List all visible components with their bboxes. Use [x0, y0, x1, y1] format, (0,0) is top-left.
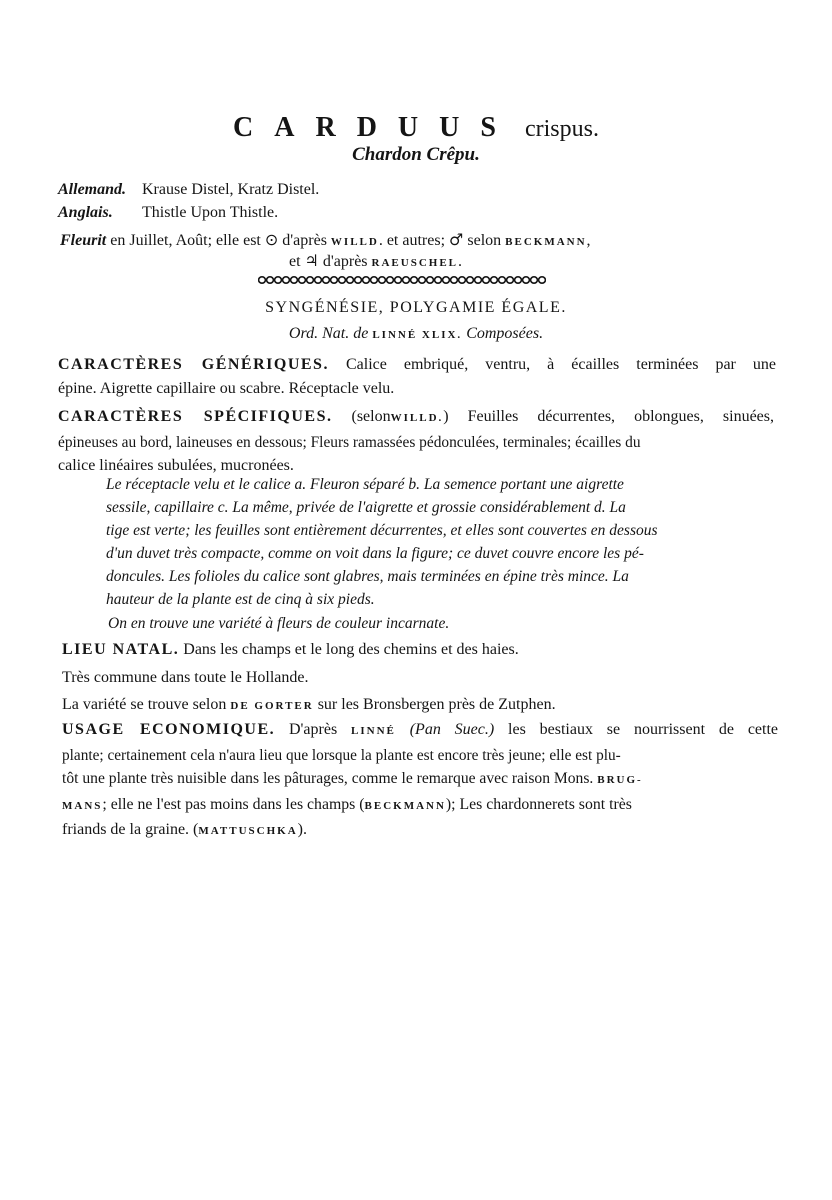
ornament-loop [539, 277, 546, 283]
paragraph-text: (selon [351, 408, 391, 425]
ornament-loop [483, 277, 490, 283]
perennial-symbol: ♃ [304, 251, 319, 270]
ornament-loop [267, 277, 274, 283]
classification-system [0, 298, 832, 318]
paragraph-text: calice linéaires subulées, mucronées. [58, 457, 294, 474]
plant-description [106, 473, 658, 611]
paragraph-text: La variété se trouve selon [62, 696, 227, 713]
classification-text: SYNGÉNÉSIE, POLYGAMIE ÉGALE. [265, 299, 567, 316]
flowering-line [60, 230, 591, 252]
flowering-text: et [289, 253, 301, 270]
ornament-loop [411, 277, 418, 283]
language-label: Anglais. [58, 204, 113, 221]
common-name-text: Thistle Upon Thistle. [142, 204, 279, 221]
ornament-loop [387, 277, 394, 283]
german-name-line [58, 180, 319, 200]
paragraph-text: tôt une plante très nuisible dans les pâturages, comme le remarque avec raison Mons. [62, 770, 594, 787]
description-line: hauteur de la plante est de cinq à six pieds. [106, 591, 375, 608]
ornament-loop [523, 277, 530, 283]
section-label: LIEU NATAL. [62, 641, 180, 658]
description-line: Le réceptacle velu et le calice a. Fleuron séparé b. La semence portant une aigrette [106, 476, 624, 493]
paragraph-text: ; elle ne l'est pas moins dans les champs ( [102, 795, 365, 813]
ornament-loop [339, 277, 346, 283]
author-name: WILLD. [390, 412, 444, 424]
paragraph-text: épine. Aigrette capillaire ou scabre. Réceptacle velu. [58, 379, 395, 397]
author-name: MATTUSCHKA [198, 825, 298, 837]
variety-note: On en trouve une variété à fleurs de couleur incarnate. [108, 615, 450, 632]
genus-name: CARDUUS [233, 112, 517, 143]
description-line: sessile, capillaire c. La même, privée de l'aigrette et grossie considérablement d. La [106, 499, 626, 516]
section-label: USAGE ECONOMIQUE. [62, 721, 276, 738]
ornament-loop [467, 277, 474, 283]
ornament-loop [395, 277, 402, 283]
description-line: d'un duvet très compacte, comme on voit dans la figure; ce duvet couvre encore les pé- [106, 545, 644, 562]
ornament-loop [515, 277, 522, 283]
ornament-loop [355, 277, 362, 283]
description-line: tige est verte; les feuilles sont entièrement décurrentes, et elles sont couvertes en dessous [106, 522, 658, 539]
section-label: CARACTÈRES GÉNÉRIQUES. [58, 356, 329, 373]
specific-characters [58, 405, 798, 478]
flowering-label: Fleurit [60, 232, 107, 249]
english-name-line [58, 203, 278, 223]
paragraph-text: Calice embriqué, ventru, à écailles terminées par une [345, 356, 777, 373]
common-name-text: Krause Distel, Kratz Distel. [142, 181, 320, 198]
ornament-loop [291, 277, 298, 283]
flowering-text: . [458, 253, 462, 270]
paragraph-text: les bestiaux se nourrissent de cette [508, 721, 779, 738]
ornament-loop [507, 277, 514, 283]
paragraph-text: plante; certainement cela n'aura lieu que lorsque la plante est encore très jeune; elle est plu- [62, 746, 621, 764]
author-name: MANS [62, 799, 103, 812]
ornament-loop [451, 277, 458, 283]
order-prefix: Ord. Nat. de [288, 325, 369, 342]
paragraph-text: ). [297, 821, 307, 838]
ornament-loop [419, 277, 426, 283]
author-name: DE GORTER [230, 700, 314, 712]
flowering-text: selon [467, 232, 502, 249]
reference-text: (Pan Suec.) [409, 721, 495, 738]
ornament-loop [459, 277, 466, 283]
ornament-loop [283, 277, 290, 283]
paragraph-text: D'après [288, 721, 338, 738]
ornament-loop [307, 277, 314, 283]
description-line: doncules. Les folioles du calice sont glabres, mais terminées en épine très mince. La [106, 568, 629, 585]
linne-order: LINNÉ XLIX. [372, 329, 463, 341]
flowering-text: . et autres; [378, 232, 446, 249]
flowering-text: d'après [322, 253, 368, 270]
paragraph-text: sur les Bronsbergen près de Zutphen. [317, 696, 556, 713]
paragraph-text: ); Les chardonnerets sont très [445, 795, 632, 813]
ornament-loop [347, 277, 354, 283]
ornamental-rule [258, 275, 546, 285]
author-name: WILLD [330, 236, 379, 248]
biennial-symbol: ♂ [449, 230, 464, 249]
annual-symbol: ⊙ [264, 230, 279, 249]
author-name: BRUG- [597, 774, 643, 786]
paragraph-text: ) Feuilles décurrentes, oblongues, sinuées, [443, 408, 774, 425]
paragraph-text: friands de la graine. ( [62, 821, 199, 838]
species-name: crispus. [524, 116, 599, 142]
ornament-loop [371, 277, 378, 283]
author-name: BECKMANN [505, 236, 587, 248]
order-family: Composées. [466, 325, 544, 342]
page-title [0, 112, 832, 144]
flowering-line-2 [289, 251, 462, 273]
ornament-loop [531, 277, 538, 283]
flowering-text: d'après [282, 232, 327, 249]
generic-characters [58, 353, 776, 400]
ornament-loop [379, 277, 386, 283]
flowering-text: , [586, 232, 591, 249]
ornament-loop [475, 277, 482, 283]
author-name: LINNÉ [351, 725, 396, 737]
language-label: Allemand. [58, 181, 127, 198]
ornament-loop [259, 277, 266, 283]
ornament-loop [323, 277, 330, 283]
economic-usage [62, 718, 778, 844]
ornament-loop [275, 277, 282, 283]
paragraph-text: Dans les champs et le long des chemins et des haies. [183, 641, 519, 658]
author-name: BECKMANN [364, 799, 446, 812]
ornament-loop [443, 277, 450, 283]
ornament-loop [435, 277, 442, 283]
flowering-text: en Juillet, Août; elle est [110, 232, 261, 249]
natural-order-line [0, 324, 832, 345]
ornament-loop [363, 277, 370, 283]
ornament-loop [499, 277, 506, 283]
ornament-loop [315, 277, 322, 283]
section-label: CARACTÈRES SPÉCIFIQUES. [58, 408, 333, 425]
paragraph-text: Très commune dans toute le Hollande. [62, 668, 309, 686]
ornament-loop [331, 277, 338, 283]
author-name: RAEUSCHEL [371, 257, 458, 269]
french-common-name: Chardon Crêpu. [352, 144, 480, 165]
habitat-section [62, 638, 782, 719]
ornament-loop [403, 277, 410, 283]
ornament-loop [491, 277, 498, 283]
ornament-loop [427, 277, 434, 283]
paragraph-text: épineuses au bord, laineuses en dessous; Fleurs ramassées pédonculées, terminales; écailles du [58, 433, 641, 451]
ornament-loop [299, 277, 306, 283]
